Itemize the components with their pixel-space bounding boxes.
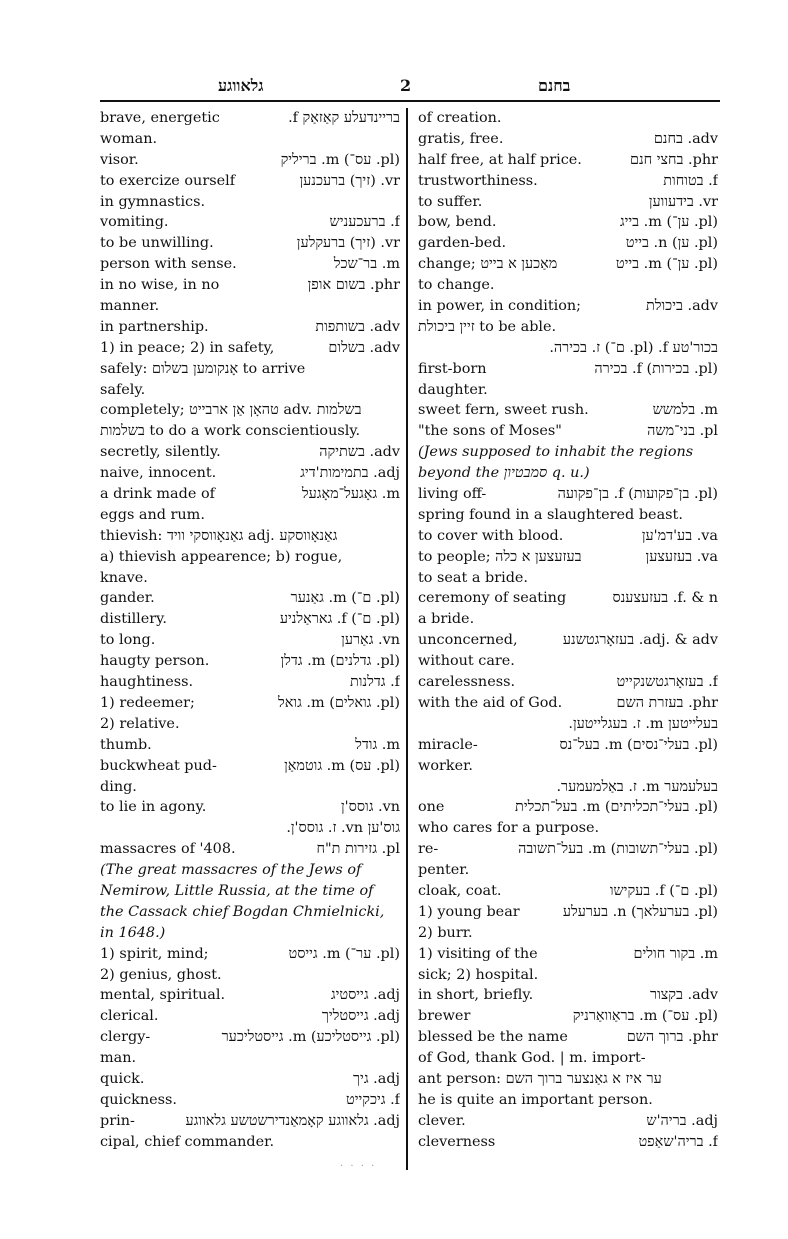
entry-headword: adj. גלאווגע קאָמאַנדירשטשע גלאווגע <box>185 1112 400 1129</box>
entry-headword: (pl. ען־) m. בייג <box>619 214 718 231</box>
columns <box>100 108 720 1168</box>
entry-text: זיין ביכולת to be able. <box>418 318 557 335</box>
entry-line <box>100 505 400 526</box>
entry-line <box>418 839 718 860</box>
entry-line <box>418 672 718 693</box>
entry-line <box>100 630 400 651</box>
entry-headword: vr. בידעווען <box>648 193 718 210</box>
entry-line <box>100 171 400 192</box>
entry-line <box>100 233 400 254</box>
entry-text: change; מאַכען א בייט <box>418 256 558 273</box>
entry-line <box>100 526 400 547</box>
entry-text: (The great massacres of the Jews of <box>100 862 362 879</box>
entry-headword: (pl. ם־) f. בעקישו <box>609 882 718 899</box>
entry-line <box>100 902 400 923</box>
entry-line <box>418 442 718 463</box>
entry-line <box>100 944 400 965</box>
entry-line <box>100 1069 400 1090</box>
entry-headword: adv. בקצור <box>650 987 718 1004</box>
entry-line <box>100 400 400 421</box>
entry-line <box>418 651 718 672</box>
entry-headword: adj. גייסטליך <box>321 1008 400 1025</box>
entry-headword: adv. בחנם <box>653 130 718 147</box>
entry-headword: בכור'טע f. (pl. ם־) ז. בכירה. <box>549 339 718 356</box>
entry-headword: (pl. בן־פקועות) f. בן־פקועה <box>557 486 718 503</box>
entry-line <box>100 797 400 818</box>
entry-headword: (pl. ם־) m. גאַנער <box>290 590 400 607</box>
entry-text: 2) relative. <box>100 715 180 732</box>
entry-line <box>418 192 718 213</box>
entry-text: cloak, coat. <box>418 882 502 899</box>
entry-headword: f. בטוחות <box>663 172 718 189</box>
footer-mark: . . . . <box>340 1158 377 1169</box>
header-left-catchword: גלאווגע <box>218 76 264 95</box>
entry-text: bow, bend. <box>418 214 497 231</box>
entry-line <box>418 233 718 254</box>
entry-line <box>418 296 718 317</box>
entry-headword: m. בר־שכל <box>333 256 400 273</box>
entry-line <box>100 463 400 484</box>
entry-text: without care. <box>418 653 515 670</box>
entry-text: sweet fern, sweet rush. <box>418 402 589 419</box>
entry-headword: (pl. בעלי־נסים) m. בעל־נס <box>559 736 718 753</box>
entry-text: living off- <box>418 486 487 503</box>
entry-headword: pl. בני־משה <box>647 423 718 440</box>
entry-headword: phr. ברוך השם <box>626 1029 718 1046</box>
entry-line <box>100 839 400 860</box>
entry-text: mental, spiritual. <box>100 987 226 1004</box>
entry-text: unconcerned, <box>418 632 518 649</box>
entry-line <box>418 568 718 589</box>
entry-text: re- <box>418 841 439 858</box>
entry-text: quick. <box>100 1070 145 1087</box>
entry-text: 1) redeemer; <box>100 694 195 711</box>
entry-text: sick; 2) hospital. <box>418 966 539 983</box>
entry-text: knave. <box>100 569 148 586</box>
entry-line <box>100 275 400 296</box>
entry-text: safely. <box>100 381 146 398</box>
entry-headword: (pl. ער־) m. גייסט <box>288 945 400 962</box>
entry-headword: adv. ביכולת <box>645 298 718 315</box>
entry-text: ceremony of seating <box>418 590 567 607</box>
entry-line <box>418 1027 718 1048</box>
entry-line <box>418 463 718 484</box>
entry-text: worker. <box>418 757 473 774</box>
entry-headword: adj. גייסטיג <box>330 987 400 1004</box>
entry-text: first-born <box>418 360 487 377</box>
entry-headword: (pl. ען) n. בייט <box>625 235 718 252</box>
entry-line <box>100 1090 400 1111</box>
entry-line <box>418 275 718 296</box>
entry-line <box>100 923 400 944</box>
entry-line <box>418 212 718 233</box>
entry-headword: adj. & adv. בעזאָרגטשנע <box>562 632 718 649</box>
entry-line <box>418 171 718 192</box>
entry-line <box>100 338 400 359</box>
entry-text: gratis, free. <box>418 130 504 147</box>
entry-line <box>418 400 718 421</box>
entry-line <box>100 1048 400 1069</box>
entry-headword: f. גיכקייט <box>346 1091 400 1108</box>
entry-line <box>418 317 718 338</box>
entry-text: distillery. <box>100 611 167 628</box>
entry-line <box>418 756 718 777</box>
entry-text: clerical. <box>100 1008 159 1025</box>
entry-headword: (pl. גואלים) m. גואל <box>278 694 400 711</box>
entry-headword: f. & n. בעזעצענס <box>612 590 718 607</box>
entry-line <box>100 1027 400 1048</box>
entry-line <box>418 129 718 150</box>
entry-headword: m. בלמשש <box>652 402 718 419</box>
entry-line <box>100 735 400 756</box>
entry-headword: phr. בחצי חנם <box>629 151 718 168</box>
entry-line <box>418 359 718 380</box>
header-right-catchword: בחנם <box>538 76 571 95</box>
entry-text: to people; בעזעצען א כלה <box>418 548 582 565</box>
entry-text: 1) visiting of the <box>418 945 538 962</box>
entry-line <box>100 484 400 505</box>
entry-line <box>100 442 400 463</box>
entry-text: of creation. <box>418 110 502 126</box>
entry-headword: f. בריה'שאַפט <box>638 1133 718 1150</box>
entry-line <box>100 568 400 589</box>
entry-headword: (pl. בכירות) f. בכירה <box>594 360 718 377</box>
left-column <box>100 108 400 1153</box>
entry-text: haugty person. <box>100 653 210 670</box>
entry-headword: m. בקור חולים <box>633 945 718 962</box>
entry-text: daughter. <box>418 381 488 398</box>
entry-headword: בעלייטען m. ז. בעגלייטען. <box>568 715 718 732</box>
entry-text: secretly, silently. <box>100 444 221 461</box>
entry-text: vomiting. <box>100 214 169 231</box>
entry-line <box>418 505 718 526</box>
entry-line <box>418 714 718 735</box>
entry-text: cipal, chief commander. <box>100 1133 275 1150</box>
entry-line <box>100 714 400 735</box>
entry-headword: vr. (זיך) ברעכנען <box>299 172 400 189</box>
entry-headword: בריינדעלע קאַזאַק f. <box>288 110 400 126</box>
entry-line <box>418 693 718 714</box>
entry-text: to seat a bride. <box>418 569 529 586</box>
entry-line <box>100 1111 400 1132</box>
entry-text: to suffer. <box>418 193 483 210</box>
entry-line <box>100 129 400 150</box>
entry-text: who cares for a purpose. <box>418 820 600 837</box>
entry-text: to cover with blood. <box>418 527 564 544</box>
entry-line <box>418 923 718 944</box>
entry-text: massacres of '408. <box>100 841 236 858</box>
entry-text: of God, thank God. | m. import- <box>418 1050 646 1067</box>
entry-headword: m. גאָגעל־מאָגעל <box>301 486 400 503</box>
entry-headword: adj. בריה'ש <box>646 1112 718 1129</box>
entry-line <box>100 1132 400 1153</box>
entry-line <box>100 609 400 630</box>
entry-text: 1) spirit, mind; <box>100 945 209 962</box>
dictionary-page <box>100 70 720 1170</box>
entry-headword: בעלעמער m. ז. באַלמעמער. <box>556 778 718 795</box>
entry-headword: adj. בתמימות'דיג <box>300 465 400 482</box>
entry-headword: (pl. עס־) m. בריליק <box>280 151 400 168</box>
entry-text: in 1648.) <box>100 924 166 941</box>
entry-text: thumb. <box>100 736 152 753</box>
entry-text: a) thievish appearence; b) rogue, <box>100 548 343 565</box>
entry-text: בשלמות to do a work conscientiously. <box>100 423 361 440</box>
entry-line <box>100 881 400 902</box>
right-column <box>418 108 718 1153</box>
entry-text: 2) burr. <box>418 924 473 941</box>
entry-line <box>418 818 718 839</box>
entry-headword: (pl. בעלי־תשובות) m. בעל־תשובה <box>518 841 718 858</box>
entry-headword: f. בעזאָרגטשנקייט <box>616 674 718 691</box>
entry-headword: adv. בשלום <box>328 339 400 356</box>
entry-headword: (pl. ם־) f. גאראַלניע <box>279 611 400 628</box>
entry-text: half free, at half price. <box>418 151 582 168</box>
entry-line <box>100 651 400 672</box>
entry-line <box>418 735 718 756</box>
entry-text: (Jews supposed to inhabit the regions <box>418 444 694 461</box>
entry-text: penter. <box>418 862 470 879</box>
entry-headword: phr. בשום אופן <box>307 277 400 294</box>
entry-line <box>100 212 400 233</box>
entry-headword: adv. בשתיקה <box>319 444 400 461</box>
entry-line <box>418 380 718 401</box>
entry-text: the Cassack chief Bogdan Chmielnicki, <box>100 903 385 920</box>
entry-line <box>418 150 718 171</box>
entry-text: haughtiness. <box>100 674 194 691</box>
entry-line <box>418 526 718 547</box>
entry-text: woman. <box>100 130 158 147</box>
entry-text: ding. <box>100 778 137 795</box>
entry-line <box>418 547 718 568</box>
entry-headword: va. בעזעצען <box>645 548 718 565</box>
entry-headword: vr. (זיך) ברעקלען <box>296 235 400 252</box>
entry-line <box>100 317 400 338</box>
entry-text: a drink made of <box>100 486 215 503</box>
entry-headword: גוס'ען vn. ז. גוסס'ן. <box>286 820 400 837</box>
entry-headword: phr. בעזרת השם <box>616 694 718 711</box>
entry-text: in short, briefly. <box>418 987 534 1004</box>
entry-line <box>418 1090 718 1111</box>
entry-line <box>100 380 400 401</box>
entry-line <box>100 672 400 693</box>
entry-headword: pl. גזירות ת"ח <box>316 841 400 858</box>
entry-line <box>418 860 718 881</box>
entry-text: cleverness <box>418 1133 496 1150</box>
entry-line <box>100 150 400 171</box>
entry-text: he is quite an important person. <box>418 1091 653 1108</box>
entry-text: person with sense. <box>100 256 237 273</box>
entry-line <box>100 777 400 798</box>
entry-line <box>418 609 718 630</box>
entry-headword: f. גדלנות <box>349 674 400 691</box>
entry-headword: (pl. עס) m. גוטמאַן <box>284 757 400 774</box>
entry-line <box>418 777 718 798</box>
entry-text: miracle- <box>418 736 478 753</box>
entry-line <box>100 693 400 714</box>
entry-text: trustworthiness. <box>418 172 538 189</box>
entry-headword: vn. גוסס'ן <box>341 799 400 816</box>
entry-line <box>100 192 400 213</box>
entry-text: brave, energetic <box>100 110 220 126</box>
entry-text: clergy- <box>100 1029 151 1046</box>
entry-line <box>100 421 400 442</box>
entry-line <box>100 588 400 609</box>
entry-text: in power, in condition; <box>418 298 582 315</box>
entry-text: completely; טהאָן אַן ארבייט adv. בשלמות <box>100 402 362 419</box>
entry-text: ant person: ער איז א גאַנצער ברוך השם <box>418 1070 662 1087</box>
entry-headword: (pl. גייסטליכע) m. גייסטליכער <box>221 1029 400 1046</box>
entry-headword: va. בע'דמ'ען <box>641 527 718 544</box>
entry-line <box>418 108 718 129</box>
entry-text: to exercize ourself <box>100 172 236 189</box>
entry-text: Nemirow, Little Russia, at the time of <box>100 882 374 899</box>
entry-text: beyond the סמבטיון q. u.) <box>418 465 590 482</box>
entry-text: carelessness. <box>418 674 516 691</box>
entry-text: blessed be the name <box>418 1029 568 1046</box>
entry-line <box>418 944 718 965</box>
entry-line <box>100 108 400 129</box>
entry-headword: (pl. בעלי־תכליתים) m. בעל־תכלית <box>515 799 718 816</box>
entry-text: in no wise, in no <box>100 277 220 294</box>
entry-headword: (pl. עס־) m. בראַוואַרניק <box>572 1008 718 1025</box>
entry-text: "the sons of Moses" <box>418 423 562 440</box>
entry-headword: (pl. ען־) m. בייט <box>615 256 718 273</box>
entry-line <box>100 296 400 317</box>
entry-line <box>418 985 718 1006</box>
entry-line <box>100 985 400 1006</box>
entry-line <box>100 818 400 839</box>
entry-text: one <box>418 799 445 816</box>
entry-text: 1) young bear <box>418 903 520 920</box>
entry-line <box>418 421 718 442</box>
entry-line <box>418 1111 718 1132</box>
entry-text: gander. <box>100 590 155 607</box>
entry-line <box>418 1069 718 1090</box>
entry-text: 2) genius, ghost. <box>100 966 222 983</box>
entry-text: to change. <box>418 277 495 294</box>
entry-headword: (pl. בערעלאך) n. בערעלע <box>562 903 718 920</box>
entry-text: garden-bed. <box>418 235 507 252</box>
entry-text: quickness. <box>100 1091 177 1108</box>
entry-headword: adv. בשותפות <box>315 318 400 335</box>
entry-headword: (pl. גדלנים) m. גדלן <box>280 653 400 670</box>
entry-line <box>100 359 400 380</box>
entry-line <box>418 630 718 651</box>
entry-text: 1) in peace; 2) in safety, <box>100 339 275 356</box>
entry-line <box>418 965 718 986</box>
entry-text: a bride. <box>418 611 475 628</box>
entry-text: prin- <box>100 1112 135 1129</box>
entry-line <box>100 965 400 986</box>
entry-line <box>418 902 718 923</box>
entry-line <box>100 756 400 777</box>
entry-line <box>418 881 718 902</box>
entry-text: in partnership. <box>100 318 209 335</box>
entry-headword: m. גודל <box>355 736 400 753</box>
entry-line <box>418 797 718 818</box>
entry-text: with the aid of God. <box>418 694 563 711</box>
entry-line <box>418 1048 718 1069</box>
entry-line <box>418 1006 718 1027</box>
entry-text: to long. <box>100 632 156 649</box>
page-header <box>100 70 720 102</box>
page-number: 2 <box>400 76 412 95</box>
entry-text: spring found in a slaughtered beast. <box>418 506 683 523</box>
entry-line <box>418 338 718 359</box>
entry-line <box>418 1132 718 1153</box>
entry-line <box>100 860 400 881</box>
entry-text: man. <box>100 1050 137 1067</box>
entry-text: eggs and rum. <box>100 506 205 523</box>
entry-text: naive, innocent. <box>100 465 217 482</box>
entry-line <box>100 547 400 568</box>
entry-text: to be unwilling. <box>100 235 214 252</box>
entry-text: visor. <box>100 151 139 168</box>
entry-text: thievish: גאַנאָווסקי וויד adj. גאַנאָווסקע <box>100 527 338 544</box>
entry-headword: adj. גיך <box>352 1070 400 1087</box>
entry-line <box>418 254 718 275</box>
entry-headword: f. ברעכעניש <box>329 214 400 231</box>
entry-line <box>100 1006 400 1027</box>
entry-line <box>418 588 718 609</box>
entry-text: manner. <box>100 298 160 315</box>
entry-text: safely: אָנקומען בשלום to arrive <box>100 360 306 377</box>
entry-text: brewer <box>418 1008 471 1025</box>
entry-text: to lie in agony. <box>100 799 207 816</box>
entry-line <box>418 484 718 505</box>
entry-text: clever. <box>418 1112 466 1129</box>
entry-line <box>100 254 400 275</box>
entry-text: buckwheat pud- <box>100 757 217 774</box>
entry-headword: vn. גאַרען <box>341 632 400 649</box>
entry-text: in gymnastics. <box>100 193 206 210</box>
